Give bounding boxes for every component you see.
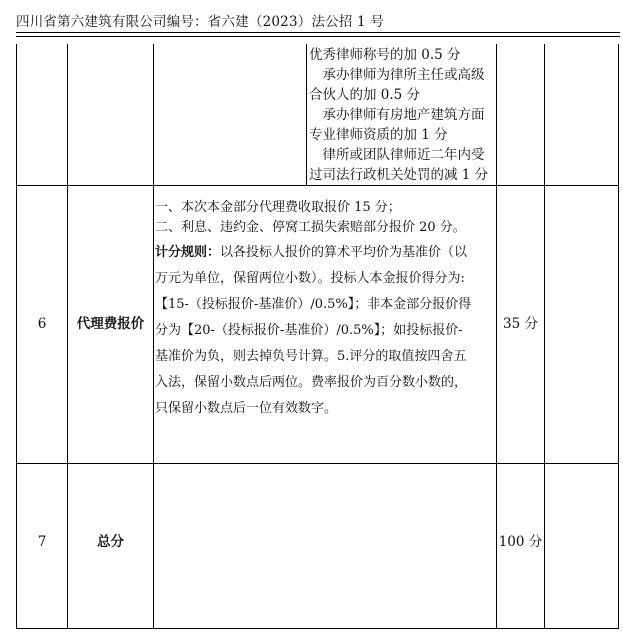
criteria-line: 承办律师有房地产建筑方面: [309, 107, 485, 123]
description-line: 只保留小数点后一位有效数字。: [155, 401, 338, 416]
scoring-rule-label: 计分规则：: [155, 245, 221, 260]
criteria-cell: [309, 45, 495, 185]
grid-line: [544, 44, 545, 629]
grid-line: [306, 44, 307, 185]
criteria-line: 优秀律师称号的加 0.5 分: [309, 47, 461, 63]
description-line: 基准价为负，则去掉负号计算。5.评分的取值按四舍五: [155, 349, 467, 364]
description-line: 一、本次本金部分代理费收取报价 15 分；: [155, 200, 401, 215]
header-rule-thick: [16, 32, 620, 33]
description-line: 万元为单位，保留两位小数）。投标人本金报价得分为:: [155, 271, 465, 286]
grid-line: [16, 185, 619, 186]
criteria-line: 律所或团队律师近二年内受: [309, 147, 485, 163]
description-line: 【15-（投标报价-基准价）/0.5%】；非本金部分报价得: [155, 297, 472, 312]
grid-line: [16, 628, 619, 629]
scoring-table: [16, 44, 619, 629]
document-header: 四川省第六建筑有限公司编号：省六建（2023）法公招 1 号: [16, 14, 385, 30]
criteria-line: 专业律师资质的加 1 分: [309, 127, 448, 143]
description-line: 分为【20-（投标报价-基准价）/0.5%】；如投标报价-: [155, 323, 463, 338]
item-name: [68, 314, 153, 334]
header-rule-thin: [16, 36, 620, 37]
description-line: 入法，保留小数点后两位。费率报价为百分数小数的，: [155, 375, 468, 390]
grid-line: [153, 44, 154, 629]
score: 100 分: [498, 534, 543, 550]
criteria-line: 承办律师为律所主任或高级: [309, 67, 485, 83]
score: 35 分: [503, 316, 538, 332]
grid-line: [618, 44, 619, 629]
criteria-line: 过司法行政机关处罚的减 1 分: [309, 167, 489, 183]
description-line: 二、利息、违约金、停窝工损失索赔部分报价 20 分。: [155, 220, 466, 235]
item-name: [68, 532, 153, 552]
grid-line: [16, 463, 619, 464]
criteria-line: 合伙人的加 0.5 分: [309, 87, 421, 103]
item-name-text: 总分: [97, 534, 124, 550]
item-description: [155, 198, 500, 422]
description-line: 以各投标人报价的算术平均价为基准价（以: [220, 245, 468, 260]
item-name-text: 代理费报价: [76, 316, 145, 332]
row-number: 7: [37, 534, 47, 550]
row-number: 6: [37, 316, 47, 332]
